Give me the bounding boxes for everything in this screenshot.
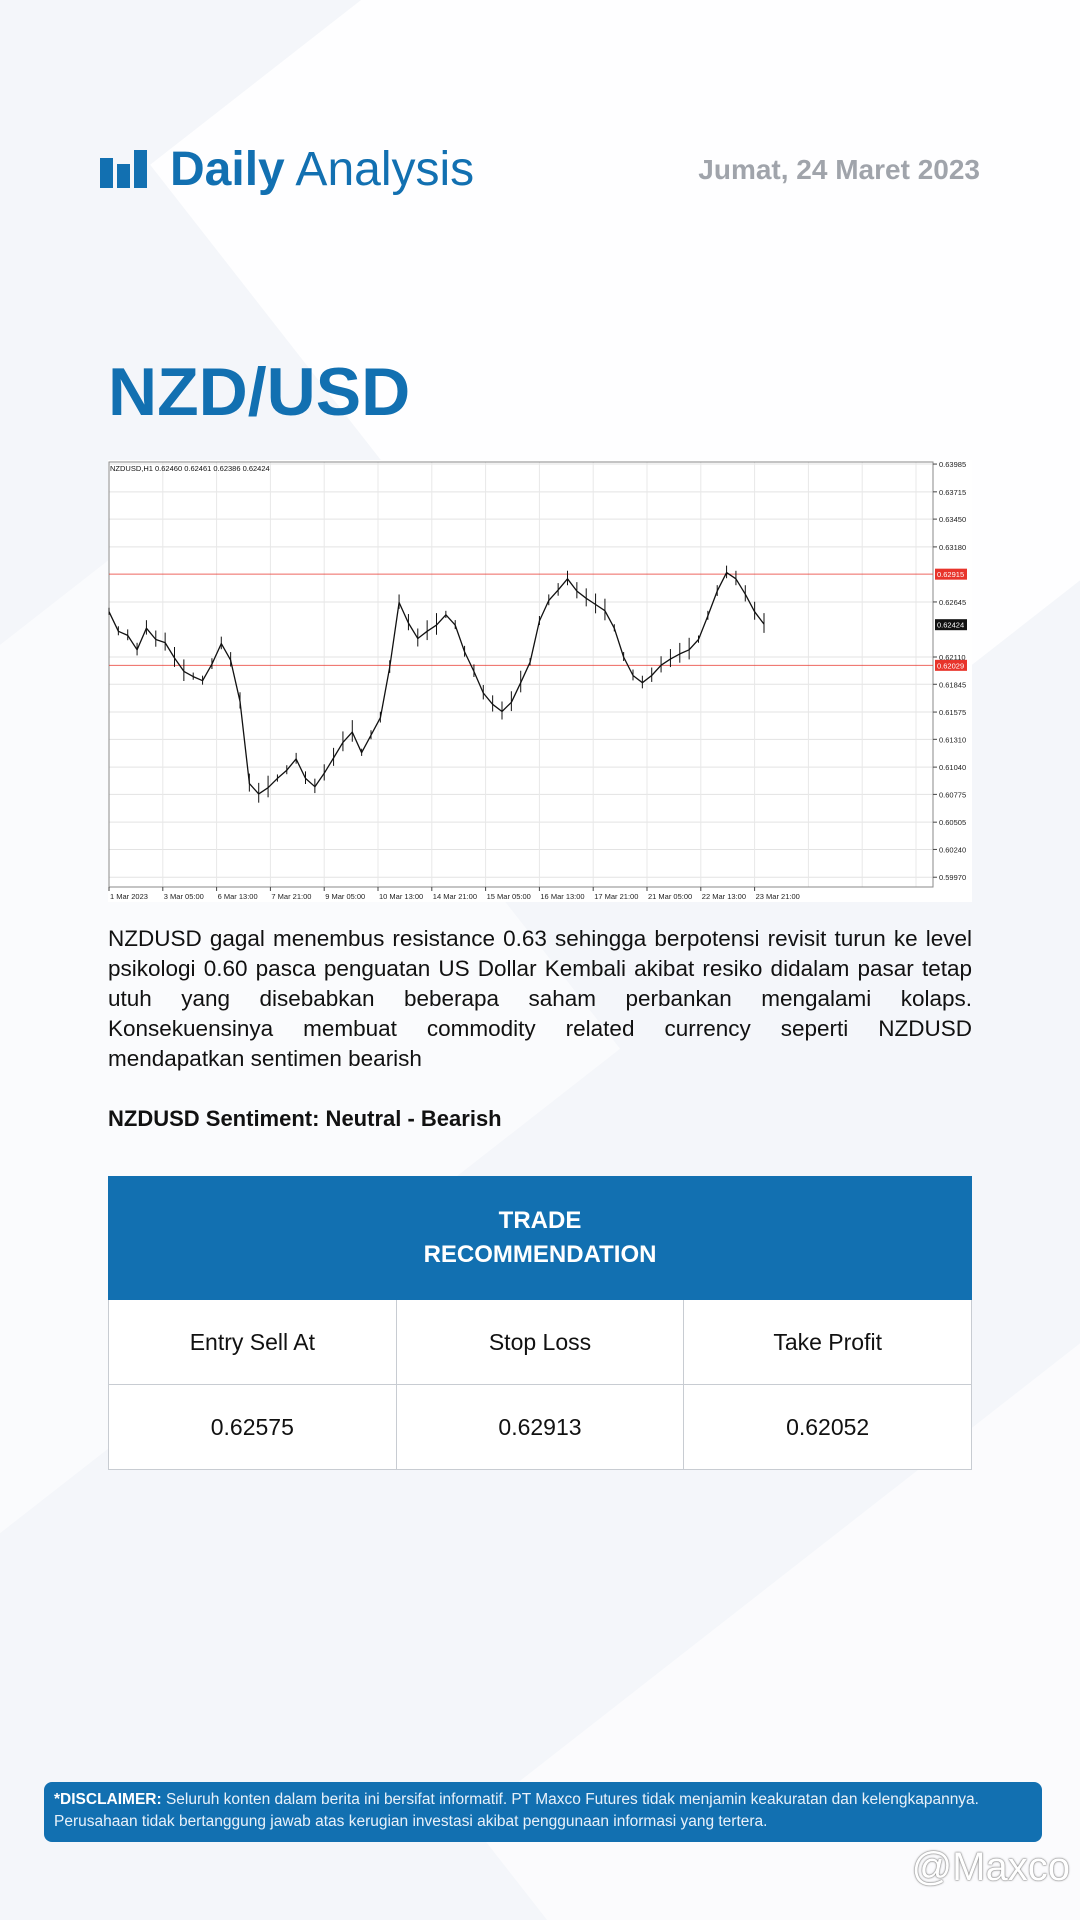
y-tick-label: 0.59970 bbox=[939, 873, 967, 883]
price-chart bbox=[108, 460, 972, 902]
trade-title-line1: TRADE bbox=[498, 1207, 582, 1234]
x-tick-label: 22 Mar 13:00 bbox=[701, 892, 747, 901]
report-date: Jumat, 24 Maret 2023 bbox=[698, 154, 980, 185]
y-tick-label: 0.62110 bbox=[939, 653, 966, 663]
trade-table-body bbox=[108, 1300, 972, 1470]
x-tick-label: 7 Mar 21:00 bbox=[271, 892, 312, 901]
y-tick-label: 0.63715 bbox=[939, 487, 967, 497]
entry-sell-value: 0.62575 bbox=[109, 1385, 397, 1470]
y-tick-label: 0.60775 bbox=[939, 790, 967, 800]
y-tick-label: 0.62645 bbox=[939, 597, 967, 607]
x-tick-label: 15 Mar 05:00 bbox=[486, 892, 531, 901]
disclaimer bbox=[44, 1782, 1042, 1842]
bar-chart-logo-icon bbox=[100, 150, 148, 188]
logo-bold-text: Daily bbox=[170, 143, 285, 196]
chart-x-axis bbox=[109, 887, 800, 901]
sentiment-label: NZDUSD Sentiment: Neutral - Bearish bbox=[108, 1106, 502, 1131]
y-tick-label: 0.63985 bbox=[939, 460, 967, 470]
watermark: @Maxco bbox=[911, 1845, 1070, 1889]
chart-levels bbox=[109, 569, 967, 671]
y-tick-label: 0.61575 bbox=[939, 708, 967, 718]
stop-loss-header: Stop Loss bbox=[397, 1300, 685, 1385]
logo-light-text: Analysis bbox=[295, 143, 475, 196]
x-tick-label: 1 Mar 2023 bbox=[110, 892, 148, 901]
y-tick-label: 0.63180 bbox=[939, 542, 967, 552]
x-tick-label: 17 Mar 21:00 bbox=[594, 892, 639, 901]
disclaimer-text: Seluruh konten dalam berita ini bersifat informatif. PT Maxco Futures tidak menjamin keakuratan dan kelengkapannya. Perusahaan tidak bertanggung jawab atas kerugian investasi akibat penggunaan informasi yang tertera. bbox=[54, 1791, 979, 1830]
price-series-line bbox=[109, 573, 764, 794]
entry-sell-header: Entry Sell At bbox=[109, 1300, 397, 1385]
stop-loss-value: 0.62913 bbox=[397, 1385, 685, 1470]
trade-title-line2: RECOMMENDATION bbox=[423, 1241, 657, 1268]
x-tick-label: 10 Mar 13:00 bbox=[379, 892, 424, 901]
resistance-label: 0.62915 bbox=[937, 570, 965, 580]
take-profit-header: Take Profit bbox=[684, 1300, 972, 1385]
x-tick-label: 14 Mar 21:00 bbox=[432, 892, 478, 901]
analysis-description: NZDUSD gagal menembus resistance 0.63 sehingga berpotensi revisit turun ke level psikologi 0.60 pasca penguatan US Dollar Kembali akibat resiko didalam pasar tetap utuh yang disebabkan beberapa saham perbankan mengalami kolaps. Konsekuensinya membuat commodity related currency seperti NZDUSD mendapatkan sentimen bearish bbox=[108, 926, 972, 1071]
page-title: NZD/USD bbox=[108, 354, 411, 430]
x-tick-label: 23 Mar 21:00 bbox=[755, 892, 800, 901]
y-tick-label: 0.61845 bbox=[939, 680, 967, 690]
trade-table-header bbox=[108, 1176, 972, 1300]
chart-title: NZDUSD,H1 0.62460 0.62461 0.62386 0.62424 bbox=[110, 464, 270, 473]
y-tick-label: 0.61310 bbox=[939, 735, 967, 745]
header bbox=[100, 140, 980, 200]
x-tick-label: 9 Mar 05:00 bbox=[325, 892, 366, 901]
x-tick-label: 6 Mar 13:00 bbox=[217, 892, 258, 901]
take-profit-value: 0.62052 bbox=[684, 1385, 972, 1470]
trade-recommendation-table bbox=[108, 1176, 972, 1470]
x-tick-label: 16 Mar 13:00 bbox=[540, 892, 585, 901]
y-tick-label: 0.61040 bbox=[939, 763, 967, 773]
x-tick-label: 3 Mar 05:00 bbox=[163, 892, 204, 901]
disclaimer-label: *DISCLAIMER: bbox=[54, 1791, 162, 1808]
chart-y-axis bbox=[933, 460, 966, 882]
support-label: 0.62029 bbox=[937, 661, 965, 671]
y-tick-label: 0.63450 bbox=[939, 515, 967, 525]
y-tick-label: 0.60240 bbox=[939, 845, 967, 855]
price-chart-svg bbox=[108, 460, 972, 902]
y-tick-label: 0.60505 bbox=[939, 818, 967, 828]
current-price-label: 0.62424 bbox=[937, 620, 965, 630]
logo-text bbox=[170, 140, 474, 200]
x-tick-label: 21 Mar 05:00 bbox=[648, 892, 693, 901]
